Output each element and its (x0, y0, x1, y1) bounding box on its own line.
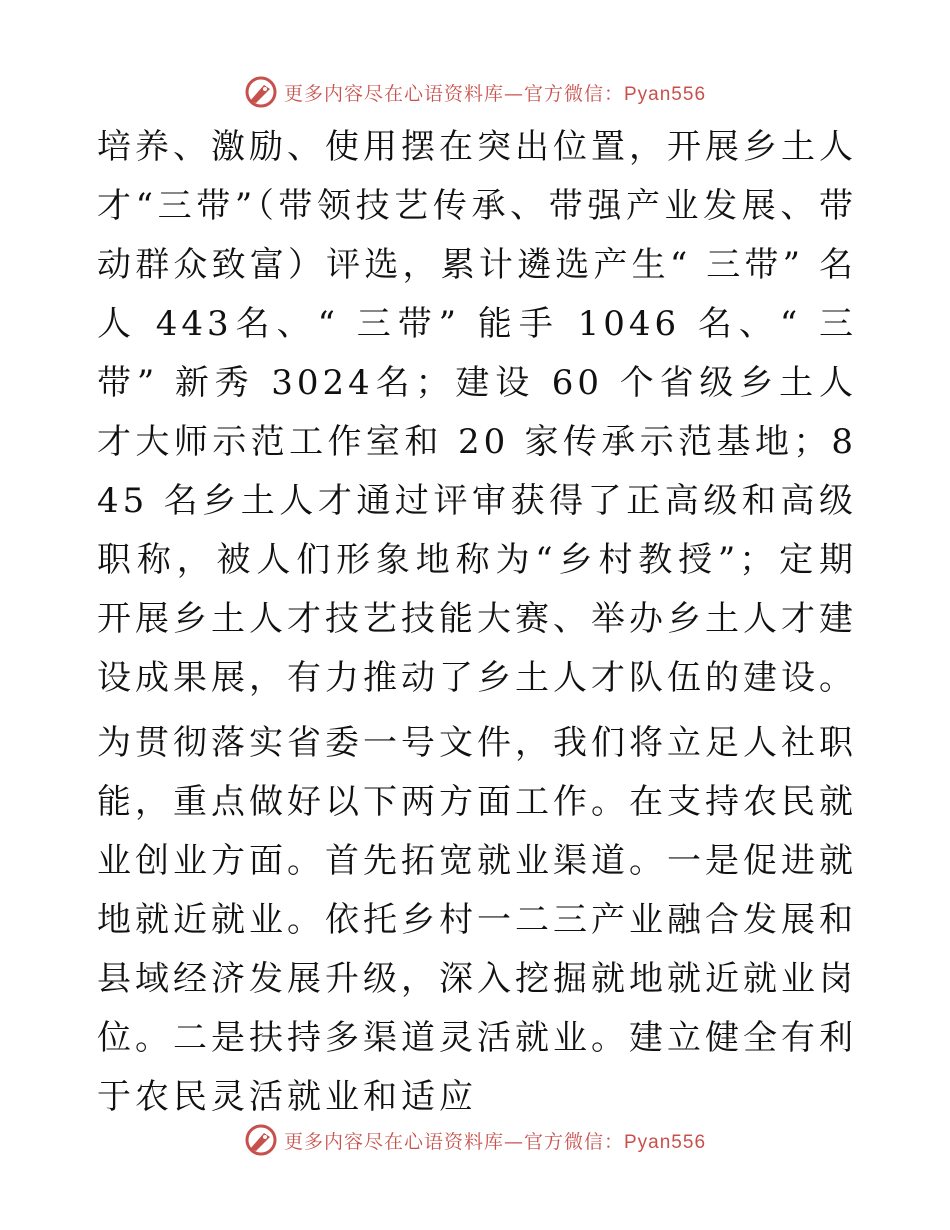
banner-text (284, 79, 706, 106)
paragraph: 为贯彻落实省委一号文件，我们将立足人社职 能，重点做好以下两方面工作。在支持农民就业创业方面。首先拓宽就业渠道。一是促进就地就近就业。依托乡村一二三产业融合发展和县域经济发展升级，深入挖掘就地就近就业岗位。二是扶持多渠道灵活就业。建立健全有利于农民灵活就业和适应 (97, 723, 857, 1117)
header-watermark-banner (0, 70, 950, 114)
document-body (97, 118, 857, 1127)
banner-text-cn: 更多内容尽在心语资料库—官方微信： (283, 82, 624, 105)
banner-wechat-id: Pyan556 (624, 1131, 707, 1153)
pen-nib-logo-icon (244, 1123, 278, 1157)
banner-text-cn: 更多内容尽在心语资料库—官方微信： (283, 1130, 624, 1153)
paragraph: 培养、激励、使用摆在突出位置，开展乡土人才“三带”（带领技艺传承、带强产业发展、带动群众致富）评选，累计遴选产生“ 三带” 名人 443名、“ 三带” 能手 1046 名、“ 三带” 新秀 3024名；建设 60 个省级乡土人才大师示范工作室和 20 家传承示范基地；845 名乡土人才通过评审获得了正高级和高级职称，被人们形象地称为“乡村教授”；定期开展乡土人才技艺技能大赛、举办乡土人才建设成果展，有力推动了乡土人才队伍的建设。 (97, 127, 857, 698)
banner-wechat-id: Pyan556 (624, 83, 707, 105)
footer-watermark-banner (0, 1118, 950, 1162)
banner-text (284, 1127, 706, 1154)
pen-nib-logo-icon (244, 75, 278, 109)
